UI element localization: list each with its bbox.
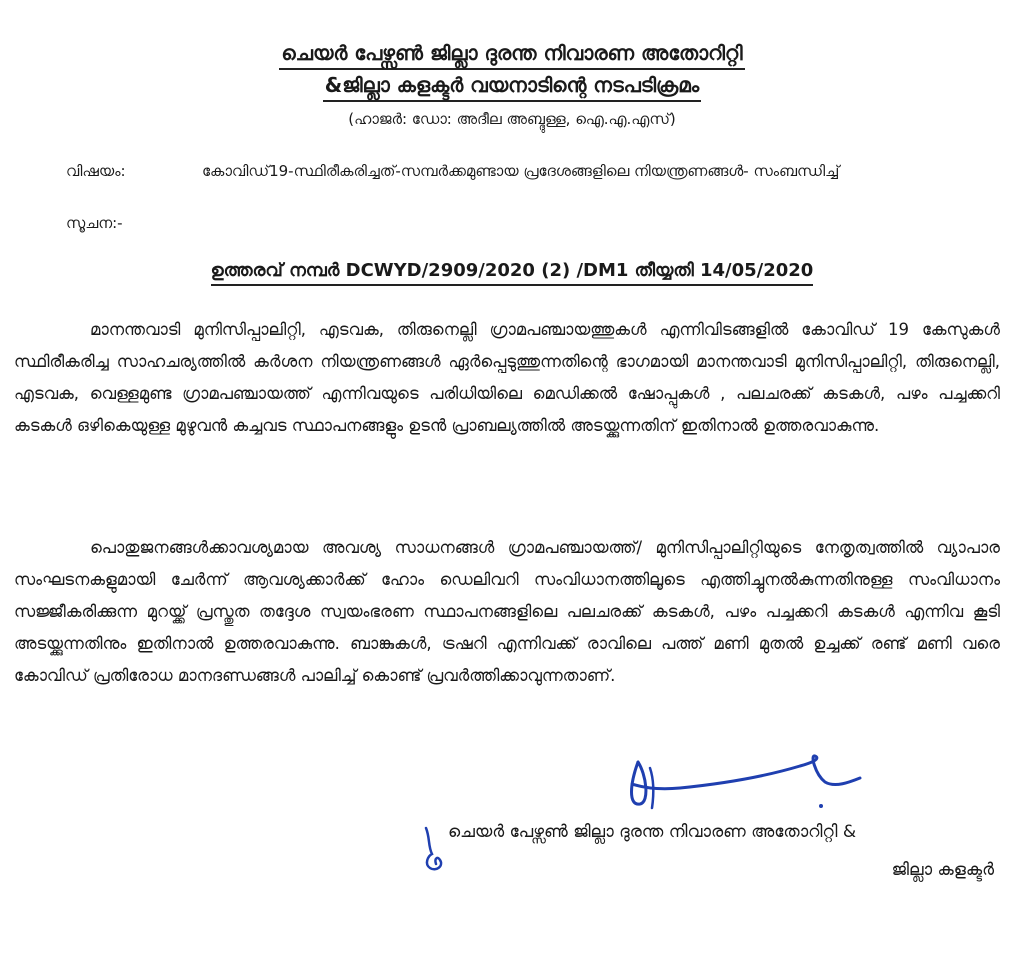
document-header: [0, 38, 1024, 132]
order-number-line: [0, 258, 1024, 286]
reference-label: സൂചന:-: [66, 214, 123, 232]
reference-row: [66, 210, 202, 236]
header-present-officer: (ഹാജർ: ഡോ: അദീല അബ്ദുള്ള, ഐ.എ.എസ്): [348, 110, 676, 128]
subject-row: [66, 158, 962, 184]
subject-text: കോവിഡ്19-സ്ഥിരീകരിച്ചത്-സമ്പർക്കമുണ്ടായ പ്രദേശങ്ങളിലെ നിയന്ത്രണങ്ങൾ- സംബന്ധിച്ച്: [202, 162, 840, 180]
subject-label: വിഷയം:: [66, 162, 126, 180]
signature-dot: [815, 800, 827, 812]
signatory-designation-line2: ജില്ലാ കളക്ടർ: [891, 860, 994, 880]
body-paragraph-1: മാനന്തവാടി മുനിസിപ്പാലിറ്റി, എടവക, തിരുനെല്ലി ഗ്രാമപഞ്ചായത്തുകൾ എന്നിവിടങ്ങളിൽ കോവിഡ് 19 കേസുകൾ സ്ഥിരീകരിച്ച സാഹചര്യത്തിൽ കർശന നിയന്ത്രണങ്ങൾ ഏർപ്പെടുത്തുന്നതിന്റെ ഭാഗമായി മാനന്തവാടി മുനിസിപ്പാലിറ്റി, തിരുനെല്ലി, എടവക, വെള്ളമുണ്ട ഗ്രാമപഞ്ചായത്ത് എന്നിവയുടെ പരിധിയിലെ മെഡിക്കൽ ഷോപ്പുകൾ , പലചരക്ക് കടകൾ, പഴം പച്ചക്കറി കടകൾ ഒഴികെയുള്ള മുഴുവൻ കച്ചവട സ്ഥാപനങ്ങളും ഉടൻ പ്രാബല്യത്തിൽ അടയ്ക്കുന്നതിന് ഇതിനാൽ ഉത്തരവാകുന്നു.: [14, 320, 1000, 435]
signatory-designation-line1: ചെയർ പേഴ്സൺ ജില്ലാ ദുരന്ത നിവാരണ അതോറിറ്റി &: [448, 822, 857, 842]
signature-dot-mark: [819, 804, 823, 808]
initial-mark-stroke: [426, 828, 441, 869]
order-number: ഉത്തരവ് നമ്പർ DCWYD/2909/2020 (2) /DM1 തീയ്യതി 14/05/2020: [211, 258, 814, 286]
header-title-line1: ചെയർ പേഴ്സൺ ജില്ലാ ദുരന്ത നിവാരണ അതോറിറ്റി: [279, 38, 744, 70]
header-title-line2: &ജില്ലാ കളക്ടർ വയനാടിന്റെ നടപടിക്രമം: [323, 70, 701, 102]
body-paragraph-2: പൊതുജനങ്ങൾക്കാവശ്യമായ അവശ്യ സാധനങ്ങൾ ഗ്രാമപഞ്ചായത്ത്/ മുനിസിപ്പാലിറ്റിയുടെ നേതൃത്വത്തിൽ വ്യാപാര സംഘടനകളുമായി ചേർന്ന് ആവശ്യക്കാർക്ക് ഹോം ഡെലിവറി സംവിധാനത്തിലൂടെ എത്തിച്ചുനൽകുന്നതിനുള്ള സംവിധാനം സജ്ജീകരിക്കുന്ന മുറയ്ക്ക് പ്രസ്തുത തദ്ദേശ സ്വയംഭരണ സ്ഥാപനങ്ങളിലെ പലചരക്ക് കടകൾ, പഴം പച്ചക്കറി കടകൾ എന്നിവ കൂടി അടയ്ക്കുന്നതിനും ഇതിനാൽ ഉത്തരവാകുന്നു. ബാങ്കുകൾ, ട്രഷറി എന്നിവക്ക് രാവിലെ പത്ത് മണി മുതൽ ഉച്ചക്ക് രണ്ട് മണി വരെ കോവിഡ് പ്രതിരോധ മാനദണ്ഡങ്ങൾ പാലിച്ച് കൊണ്ട് പ്രവർത്തിക്കാവുന്നതാണ്.: [14, 538, 1000, 685]
signature-stroke: [632, 756, 861, 804]
